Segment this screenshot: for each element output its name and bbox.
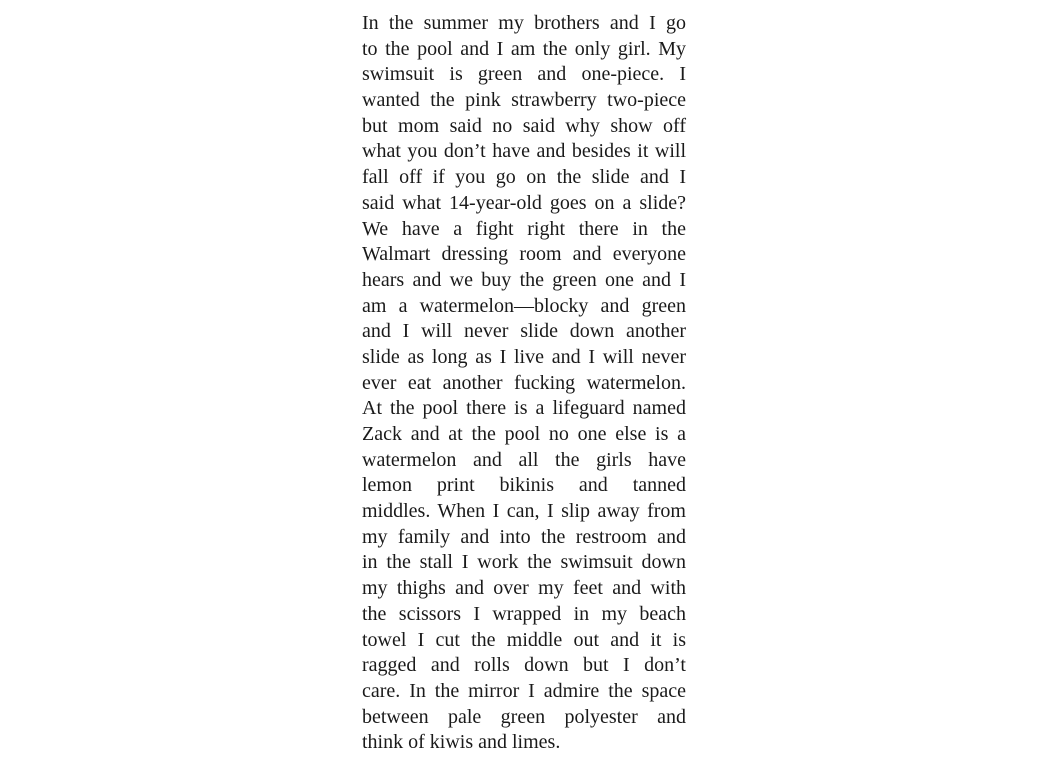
text-line: slide as long as I live and I will never bbox=[362, 345, 686, 368]
text-line: middles. When I can, I slip away from bbox=[362, 500, 686, 523]
text-line-last: think of kiwis and limes. bbox=[362, 731, 561, 754]
text-line: Walmart dressing room and everyone bbox=[362, 243, 686, 266]
text-line: wanted the pink strawberry two-piece bbox=[362, 89, 686, 112]
text-line: to the pool and I am the only girl. My bbox=[362, 37, 686, 60]
text-line: We have a fight right there in the bbox=[362, 217, 686, 240]
text-line: ragged and rolls down but I don’t bbox=[362, 654, 686, 677]
text-line: Zack and at the pool no one else is a bbox=[362, 423, 686, 445]
text-line: watermelon and all the girls have bbox=[362, 448, 686, 471]
text-line: am a watermelon—blocky and green bbox=[362, 294, 686, 317]
text-line: hears and we buy the green one and I bbox=[362, 268, 686, 291]
text-line: but mom said no said why show off bbox=[362, 114, 686, 137]
text-line: towel I cut the middle out and it is bbox=[362, 628, 686, 651]
text-line: what you don’t have and besides it will bbox=[362, 140, 686, 163]
text-line: and I will never slide down another bbox=[362, 320, 686, 343]
text-line: lemon print bikinis and tanned bbox=[362, 474, 686, 497]
text-line: my thighs and over my feet and with bbox=[362, 577, 686, 600]
text-line: swimsuit is green and one-piece. I bbox=[362, 63, 686, 86]
text-line: said what 14-year-old goes on a slide? bbox=[362, 191, 686, 214]
text-line: fall off if you go on the slide and I bbox=[362, 166, 686, 189]
text-line: between pale green polyester and bbox=[362, 705, 686, 728]
text-line: In the summer my brothers and I go bbox=[362, 12, 686, 34]
text-line: ever eat another fucking watermelon. bbox=[362, 371, 686, 394]
prose-paragraph bbox=[362, 11, 686, 756]
text-line: my family and into the restroom and bbox=[362, 525, 686, 548]
text-line: the scissors I wrapped in my beach bbox=[362, 602, 686, 625]
text-line: At the pool there is a lifeguard named bbox=[362, 397, 686, 420]
text-line: in the stall I work the swimsuit down bbox=[362, 551, 686, 574]
text-line: care. In the mirror I admire the space bbox=[362, 679, 686, 702]
